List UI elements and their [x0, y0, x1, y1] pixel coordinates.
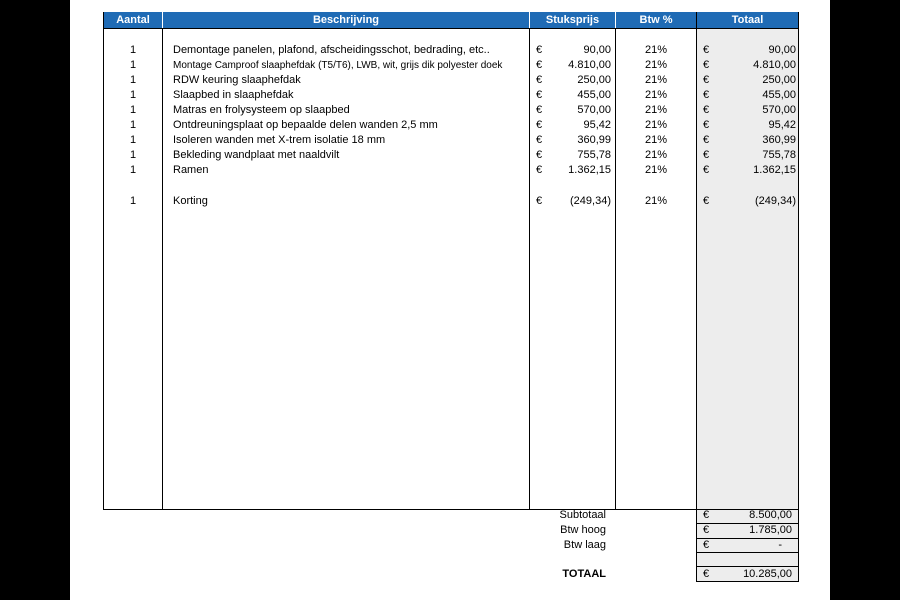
row-qty: 1	[129, 104, 137, 116]
row-vat: 21%	[644, 134, 668, 146]
row-description: Korting	[173, 195, 208, 207]
row-total-euro: €	[703, 74, 710, 86]
row-unit-price: 90,00	[583, 44, 611, 56]
row-description: Slaapbed in slaaphefdak	[173, 89, 294, 101]
row-description: Isoleren wanden met X-trem isolatie 18 mm	[173, 134, 386, 146]
row-unit-euro: €	[536, 149, 543, 161]
subtotaal-label: Subtotaal	[559, 509, 606, 521]
header-aantal: Aantal	[104, 12, 162, 28]
row-qty: 1	[129, 149, 137, 161]
row-total: 4.810,00	[753, 59, 796, 71]
row-description: Matras en frolysysteem op slaapbed	[173, 104, 350, 116]
summary-bottom-line	[697, 581, 799, 582]
header-btw: Btw %	[616, 12, 696, 28]
table-bottom-border	[103, 509, 799, 510]
row-unit-price: 455,00	[577, 89, 611, 101]
row-unit-price: 570,00	[577, 104, 611, 116]
row-description: Montage Camproof slaaphefdak (T5/T6), LWB, wit, grijs dik polyester doek	[173, 60, 503, 71]
row-total: 360,99	[762, 134, 796, 146]
row-total: 95,42	[768, 119, 796, 131]
row-description: Ramen	[173, 164, 209, 176]
row-qty: 1	[129, 119, 137, 131]
btw-hoog-value: 1.785,00	[749, 524, 792, 536]
row-total: 570,00	[762, 104, 796, 116]
totaal-label: TOTAAL	[562, 568, 606, 580]
row-vat: 21%	[644, 89, 668, 101]
btw-laag-label: Btw laag	[563, 539, 606, 551]
row-unit-price: 1.362,15	[568, 164, 611, 176]
col-divider-btw	[696, 12, 697, 582]
row-vat: 21%	[644, 164, 668, 176]
btw-hoog-euro: €	[703, 524, 710, 536]
row-vat: 21%	[644, 149, 668, 161]
row-qty: 1	[129, 59, 137, 71]
row-vat: 21%	[644, 195, 668, 207]
row-vat: 21%	[644, 119, 668, 131]
row-unit-euro: €	[536, 74, 543, 86]
row-total-euro: €	[703, 119, 710, 131]
header-totaal: Totaal	[697, 12, 798, 28]
row-vat: 21%	[644, 44, 668, 56]
row-unit-euro: €	[536, 89, 543, 101]
btw-laag-euro: €	[703, 539, 710, 551]
row-description: Demontage panelen, plafond, afscheidingsschot, bedrading, etc..	[173, 44, 490, 56]
row-unit-euro: €	[536, 134, 543, 146]
row-total-euro: €	[703, 44, 710, 56]
row-qty: 1	[129, 164, 137, 176]
row-unit-euro: €	[536, 119, 543, 131]
header-stuksprijs: Stuksprijs	[530, 12, 615, 28]
row-total-euro: €	[703, 149, 710, 161]
row-total: (249,34)	[755, 195, 796, 207]
row-unit-price: 360,99	[577, 134, 611, 146]
row-qty: 1	[129, 89, 137, 101]
row-unit-price: 4.810,00	[568, 59, 611, 71]
row-vat: 21%	[644, 104, 668, 116]
row-total-euro: €	[703, 164, 710, 176]
row-total-euro: €	[703, 195, 710, 207]
row-vat: 21%	[644, 59, 668, 71]
row-total-euro: €	[703, 59, 710, 71]
row-description: Ontdreuningsplaat op bepaalde delen wanden 2,5 mm	[173, 119, 438, 131]
subtotaal-euro: €	[703, 509, 710, 521]
row-total-euro: €	[703, 89, 710, 101]
row-unit-euro: €	[536, 164, 543, 176]
row-unit-price: 755,78	[577, 149, 611, 161]
row-unit-euro: €	[536, 59, 543, 71]
invoice-sheet	[70, 0, 830, 600]
totaal-value: 10.285,00	[743, 568, 792, 580]
table-right-border	[798, 12, 799, 582]
btw-laag-value: -	[778, 539, 782, 551]
subtotaal-value: 8.500,00	[749, 509, 792, 521]
row-unit-price: 250,00	[577, 74, 611, 86]
row-total: 90,00	[768, 44, 796, 56]
summary-line-3	[697, 552, 798, 553]
row-total: 1.362,15	[753, 164, 796, 176]
row-unit-euro: €	[536, 195, 543, 207]
row-qty: 1	[129, 44, 137, 56]
totaal-euro: €	[703, 568, 710, 580]
row-unit-price: 95,42	[583, 119, 611, 131]
row-total: 250,00	[762, 74, 796, 86]
btw-hoog-label: Btw hoog	[560, 524, 606, 536]
row-total-euro: €	[703, 134, 710, 146]
row-qty: 1	[129, 74, 137, 86]
row-vat: 21%	[644, 74, 668, 86]
row-total: 455,00	[762, 89, 796, 101]
table-top-border	[103, 28, 799, 29]
row-total-euro: €	[703, 104, 710, 116]
row-unit-euro: €	[536, 44, 543, 56]
col-divider-beschrijving	[529, 28, 530, 509]
col-divider-aantal	[162, 28, 163, 509]
row-unit-price: (249,34)	[570, 195, 611, 207]
header-beschrijving: Beschrijving	[163, 12, 529, 28]
row-qty: 1	[129, 195, 137, 207]
row-total: 755,78	[762, 149, 796, 161]
row-unit-euro: €	[536, 104, 543, 116]
row-qty: 1	[129, 134, 137, 146]
row-description: RDW keuring slaaphefdak	[173, 74, 301, 86]
row-description: Bekleding wandplaat met naaldvilt	[173, 149, 340, 161]
